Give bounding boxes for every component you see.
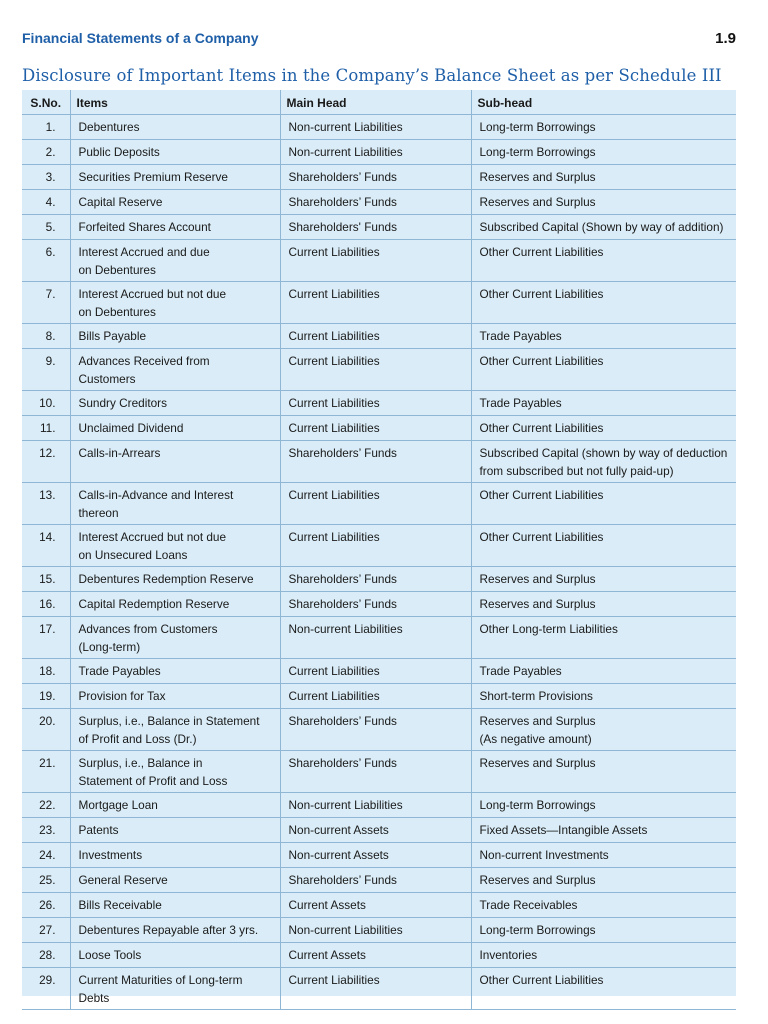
cell-sno: 27.: [22, 918, 70, 943]
cell-sno: 29.: [22, 968, 70, 1010]
column-header-sno: S.No.: [22, 90, 70, 115]
cell-item: Interest Accrued and due on Debentures: [70, 240, 280, 282]
running-head: Financial Statements of a Company: [22, 30, 259, 46]
table-row: [22, 818, 736, 843]
table-row: [22, 165, 736, 190]
table-row: [22, 324, 736, 349]
cell-item: Capital Redemption Reserve: [70, 592, 280, 617]
table-row: [22, 659, 736, 684]
cell-item: Surplus, i.e., Balance in Statement of Profit and Loss (Dr.): [70, 709, 280, 751]
cell-item: Advances from Customers (Long-term): [70, 617, 280, 659]
cell-main-head: Current Liabilities: [280, 349, 471, 391]
cell-sno: 19.: [22, 684, 70, 709]
cell-main-head: Current Liabilities: [280, 525, 471, 567]
table-row: [22, 943, 736, 968]
cell-sub-head: Reserves and Surplus: [471, 868, 736, 893]
cell-item: Bills Receivable: [70, 893, 280, 918]
column-header-sub-head: Sub-head: [471, 90, 736, 115]
cell-main-head: Non-current Liabilities: [280, 617, 471, 659]
cell-main-head: Current Assets: [280, 893, 471, 918]
cell-main-head: Non-current Liabilities: [280, 918, 471, 943]
cell-sno: 3.: [22, 165, 70, 190]
cell-item: Securities Premium Reserve: [70, 165, 280, 190]
cell-sno: 10.: [22, 391, 70, 416]
cell-sno: 15.: [22, 567, 70, 592]
cell-main-head: Current Liabilities: [280, 282, 471, 324]
cell-main-head: Non-current Liabilities: [280, 793, 471, 818]
table-title: Disclosure of Important Items in the Company’s Balance Sheet as per Schedule III: [22, 66, 722, 85]
cell-sno: 25.: [22, 868, 70, 893]
cell-sno: 28.: [22, 943, 70, 968]
cell-sno: 5.: [22, 215, 70, 240]
cell-main-head: Shareholders’ Funds: [280, 709, 471, 751]
cell-main-head: Current Assets: [280, 943, 471, 968]
cell-item: Public Deposits: [70, 140, 280, 165]
cell-main-head: Shareholders’ Funds: [280, 751, 471, 793]
cell-item: Interest Accrued but not due on Unsecured Loans: [70, 525, 280, 567]
cell-sub-head: Reserves and Surplus: [471, 190, 736, 215]
cell-item: Calls-in-Arrears: [70, 441, 280, 483]
table-row: [22, 868, 736, 893]
cell-sub-head: Non-current Investments: [471, 843, 736, 868]
cell-item: Debentures Redemption Reserve: [70, 567, 280, 592]
cell-main-head: Shareholders’ Funds: [280, 190, 471, 215]
table-row: [22, 215, 736, 240]
cell-sno: 18.: [22, 659, 70, 684]
table-row: [22, 416, 736, 441]
cell-main-head: Current Liabilities: [280, 483, 471, 525]
cell-sno: 11.: [22, 416, 70, 441]
table-row: [22, 843, 736, 868]
page-number: 1.9: [715, 30, 736, 47]
table-row: [22, 349, 736, 391]
table-body: [22, 115, 736, 1010]
cell-item: Unclaimed Dividend: [70, 416, 280, 441]
cell-sub-head: Reserves and Surplus: [471, 592, 736, 617]
table-row: [22, 567, 736, 592]
cell-item: Patents: [70, 818, 280, 843]
page-header: [22, 30, 736, 47]
cell-item: Provision for Tax: [70, 684, 280, 709]
table-row: [22, 115, 736, 140]
cell-item: Current Maturities of Long-term Debts: [70, 968, 280, 1010]
cell-main-head: Current Liabilities: [280, 391, 471, 416]
cell-sno: 13.: [22, 483, 70, 525]
cell-sub-head: Reserves and Surplus: [471, 751, 736, 793]
cell-sub-head: Other Current Liabilities: [471, 282, 736, 324]
column-header-items: Items: [70, 90, 280, 115]
cell-sub-head: Reserves and Surplus: [471, 567, 736, 592]
cell-main-head: Current Liabilities: [280, 416, 471, 441]
table-row: [22, 240, 736, 282]
cell-sub-head: Other Current Liabilities: [471, 416, 736, 441]
cell-item: Forfeited Shares Account: [70, 215, 280, 240]
schedule-table: [22, 90, 736, 1010]
cell-item: Surplus, i.e., Balance in Statement of Profit and Loss: [70, 751, 280, 793]
cell-item: Interest Accrued but not due on Debentures: [70, 282, 280, 324]
table-row: [22, 793, 736, 818]
cell-sub-head: Other Long-term Liabilities: [471, 617, 736, 659]
cell-main-head: Current Liabilities: [280, 659, 471, 684]
cell-item: Advances Received from Customers: [70, 349, 280, 391]
cell-sub-head: Short-term Provisions: [471, 684, 736, 709]
table-row: [22, 483, 736, 525]
cell-sub-head: Other Current Liabilities: [471, 525, 736, 567]
cell-sno: 24.: [22, 843, 70, 868]
cell-sub-head: Long-term Borrowings: [471, 140, 736, 165]
cell-sub-head: Subscribed Capital (shown by way of deduction from subscribed but not fully paid-up): [471, 441, 736, 483]
cell-sub-head: Other Current Liabilities: [471, 349, 736, 391]
cell-sub-head: Long-term Borrowings: [471, 115, 736, 140]
table-row: [22, 709, 736, 751]
table-row: [22, 684, 736, 709]
cell-main-head: Current Liabilities: [280, 324, 471, 349]
cell-main-head: Shareholders’ Funds: [280, 441, 471, 483]
cell-main-head: Non-current Assets: [280, 843, 471, 868]
cell-main-head: Non-current Liabilities: [280, 140, 471, 165]
cell-item: Mortgage Loan: [70, 793, 280, 818]
cell-sub-head: Reserves and Surplus: [471, 165, 736, 190]
cell-sub-head: Subscribed Capital (Shown by way of addition): [471, 215, 736, 240]
table-row: [22, 751, 736, 793]
table-row: [22, 525, 736, 567]
table-row: [22, 968, 736, 1010]
cell-sno: 1.: [22, 115, 70, 140]
cell-sno: 21.: [22, 751, 70, 793]
cell-sno: 4.: [22, 190, 70, 215]
column-header-main-head: Main Head: [280, 90, 471, 115]
cell-sno: 16.: [22, 592, 70, 617]
cell-main-head: Non-current Liabilities: [280, 115, 471, 140]
cell-sno: 8.: [22, 324, 70, 349]
cell-sno: 12.: [22, 441, 70, 483]
table-row: [22, 391, 736, 416]
cell-main-head: Current Liabilities: [280, 968, 471, 1010]
table-row: [22, 441, 736, 483]
cell-sub-head: Trade Receivables: [471, 893, 736, 918]
table-row: [22, 918, 736, 943]
cell-sub-head: Other Current Liabilities: [471, 240, 736, 282]
cell-sno: 14.: [22, 525, 70, 567]
cell-item: Investments: [70, 843, 280, 868]
table-row: [22, 617, 736, 659]
table-row: [22, 893, 736, 918]
cell-main-head: Shareholders’ Funds: [280, 592, 471, 617]
cell-sno: 23.: [22, 818, 70, 843]
cell-sno: 26.: [22, 893, 70, 918]
cell-sub-head: Trade Payables: [471, 659, 736, 684]
table-row: [22, 140, 736, 165]
cell-item: General Reserve: [70, 868, 280, 893]
schedule-table-panel: [22, 90, 736, 1005]
cell-sno: 7.: [22, 282, 70, 324]
cell-main-head: Shareholders’ Funds: [280, 868, 471, 893]
cell-sub-head: Long-term Borrowings: [471, 918, 736, 943]
cell-sub-head: Other Current Liabilities: [471, 968, 736, 1010]
cell-main-head: Current Liabilities: [280, 684, 471, 709]
cell-item: Calls-in-Advance and Interest thereon: [70, 483, 280, 525]
table-row: [22, 592, 736, 617]
cell-sno: 6.: [22, 240, 70, 282]
cell-main-head: Shareholders' Funds: [280, 215, 471, 240]
cell-item: Capital Reserve: [70, 190, 280, 215]
cell-main-head: Shareholders’ Funds: [280, 567, 471, 592]
cell-item: Trade Payables: [70, 659, 280, 684]
cell-sub-head: Inventories: [471, 943, 736, 968]
cell-sno: 9.: [22, 349, 70, 391]
cell-sno: 20.: [22, 709, 70, 751]
cell-sno: 22.: [22, 793, 70, 818]
cell-item: Debentures: [70, 115, 280, 140]
cell-item: Debentures Repayable after 3 yrs.: [70, 918, 280, 943]
table-row: [22, 282, 736, 324]
table-row: [22, 190, 736, 215]
cell-sub-head: Reserves and Surplus (As negative amount): [471, 709, 736, 751]
cell-sub-head: Other Current Liabilities: [471, 483, 736, 525]
cell-sub-head: Long-term Borrowings: [471, 793, 736, 818]
cell-main-head: Shareholders’ Funds: [280, 165, 471, 190]
cell-item: Sundry Creditors: [70, 391, 280, 416]
cell-main-head: Non-current Assets: [280, 818, 471, 843]
cell-sno: 17.: [22, 617, 70, 659]
cell-sub-head: Fixed Assets—Intangible Assets: [471, 818, 736, 843]
cell-sub-head: Trade Payables: [471, 391, 736, 416]
cell-sub-head: Trade Payables: [471, 324, 736, 349]
cell-main-head: Current Liabilities: [280, 240, 471, 282]
cell-item: Bills Payable: [70, 324, 280, 349]
table-header-row: [22, 90, 736, 115]
cell-sno: 2.: [22, 140, 70, 165]
cell-item: Loose Tools: [70, 943, 280, 968]
